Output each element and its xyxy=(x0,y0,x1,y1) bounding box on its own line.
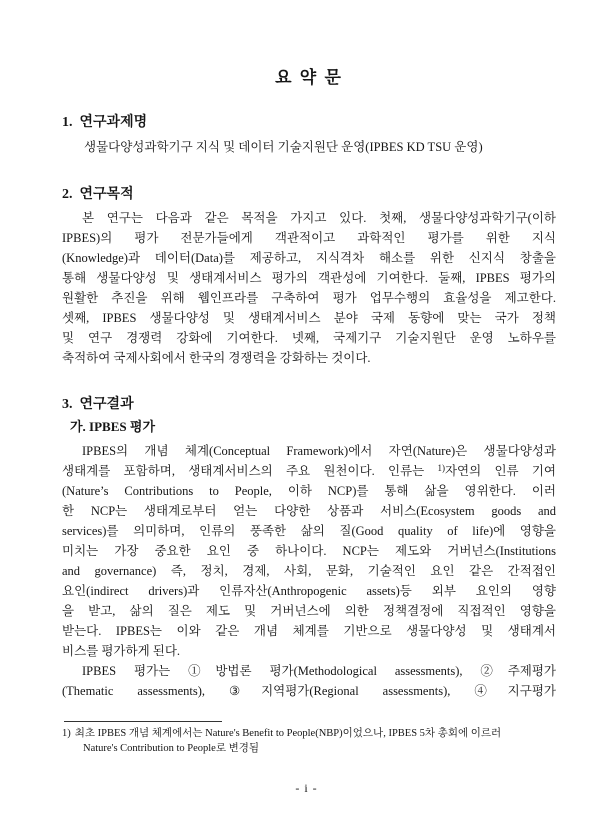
paragraph-line: 축적하여 국제사회에서 한국의 경쟁력을 강화하는 것이다. xyxy=(62,351,371,365)
section1-heading: 1. 연구과제명 xyxy=(62,115,148,130)
paragraph-line: 요인(indirect drivers)과 인류자산(Anthropogenic assets)등 외부 요인의 영향 xyxy=(62,584,556,598)
paragraph-line: 받는다. IPBES는 이와 같은 개념 체계를 기반으로 생물다양성 및 생태계서 xyxy=(62,624,556,638)
paragraph-line: (Nature’s Contributions to People, 이하 NCP)를 통해 삶을 영위한다. 이러 xyxy=(62,484,556,498)
section2-heading: 2. 연구목적 xyxy=(62,187,134,202)
paragraph-line: and governance) 즉, 정치, 경제, 사회, 문화, 기술적인 요인 같은 간적접인 xyxy=(62,564,556,578)
paragraph-line: 및 연구 경쟁력 강화에 기여한다. 넷째, 국제기구 기술지원단 운영 노하우를 xyxy=(62,331,556,345)
paragraph-line: IPBES)의 평가 전문가들에게 객관적이고 과학적인 평가를 위한 지식 xyxy=(62,231,556,245)
footnote-separator xyxy=(64,721,222,722)
paragraph-line: 원활한 추진을 위해 웹인프라를 구축하여 평가 업무수행의 효율성을 제고한다. xyxy=(62,291,556,305)
paragraph-line: (Knowledge)과 데이터(Data)를 제공하고, 지식격차 해소를 위한 신지식 창출을 xyxy=(62,251,556,265)
paragraph-line xyxy=(62,461,556,481)
footnote-reference: 1) xyxy=(437,463,445,473)
section2-paragraph xyxy=(62,208,556,368)
page-title: 요 약 문 xyxy=(275,68,343,87)
section3-heading: 3. 연구결과 xyxy=(62,397,134,412)
paragraph-line: (Thematic assessments), ③지역평가(Regional assessments), ④지구평가 xyxy=(62,684,556,698)
footnote-marker: 1) xyxy=(62,728,71,739)
section1-body: 생물다양성과학기구 지식 및 데이터 기술지원단 운영(IPBES KD TSU 운영) xyxy=(84,140,483,154)
line-text: 자연의 인류 기여 xyxy=(444,464,556,478)
paragraph-line: 한 NCP는 생태계로부터 얻는 다양한 상품과 서비스(Ecosystem goods and xyxy=(62,504,556,518)
section3-paragraph-1 xyxy=(62,441,556,661)
paragraph-line: 미치는 가장 중요한 요인 중 하나이다. NCP는 제도와 거버넌스(Institutions xyxy=(62,544,556,558)
section3-subheading: 가. IPBES 평가 xyxy=(70,419,155,434)
paragraph-line: 통해 생물다양성 및 생태계서비스 평가의 객관성에 기여한다. 둘째, IPBES 평가의 xyxy=(62,271,556,285)
paragraph-line: IPBES의 개념 체계(Conceptual Framework)에서 자연(Nature)은 생물다양성과 xyxy=(82,444,556,458)
section3-paragraph-2 xyxy=(62,661,556,701)
paragraph-line: 본 연구는 다음과 같은 목적을 가지고 있다. 첫째, 생물다양성과학기구(이하 xyxy=(82,211,556,225)
paragraph-line: IPBES 평가는 ①방법론 평가(Methodological assessments), ②주제평가 xyxy=(82,664,556,678)
paragraph-line: 셋째, IPBES 생물다양성 및 생태계서비스 분야 국제 동향에 맞는 국가 정책 xyxy=(62,311,556,325)
paragraph-line: services)를 의미하며, 인류의 풍족한 삶의 질(Good quality of life)에 영향을 xyxy=(62,524,556,538)
line-text: 생태계를 포함하며, 생태계서비스의 주요 원천이다. 인류는 xyxy=(62,464,438,478)
page-number: - i - xyxy=(295,781,318,795)
footnote xyxy=(62,726,560,756)
paragraph-line: 을 받고, 삶의 질은 제도 및 거버넌스에 의한 정책결정에 직접적인 영향을 xyxy=(62,604,556,618)
footnote-line-2: Nature's Contribution to People로 변경됨 xyxy=(83,743,260,754)
footnote-line-1 xyxy=(62,726,560,741)
paragraph-line: 비스를 평가하게 된다. xyxy=(62,644,181,658)
footnote-text: 최초 IPBES 개념 체계에서는 Nature's Benefit to People(NBP)이었으나, IPBES 5차 총회에 이르러 xyxy=(74,728,502,739)
